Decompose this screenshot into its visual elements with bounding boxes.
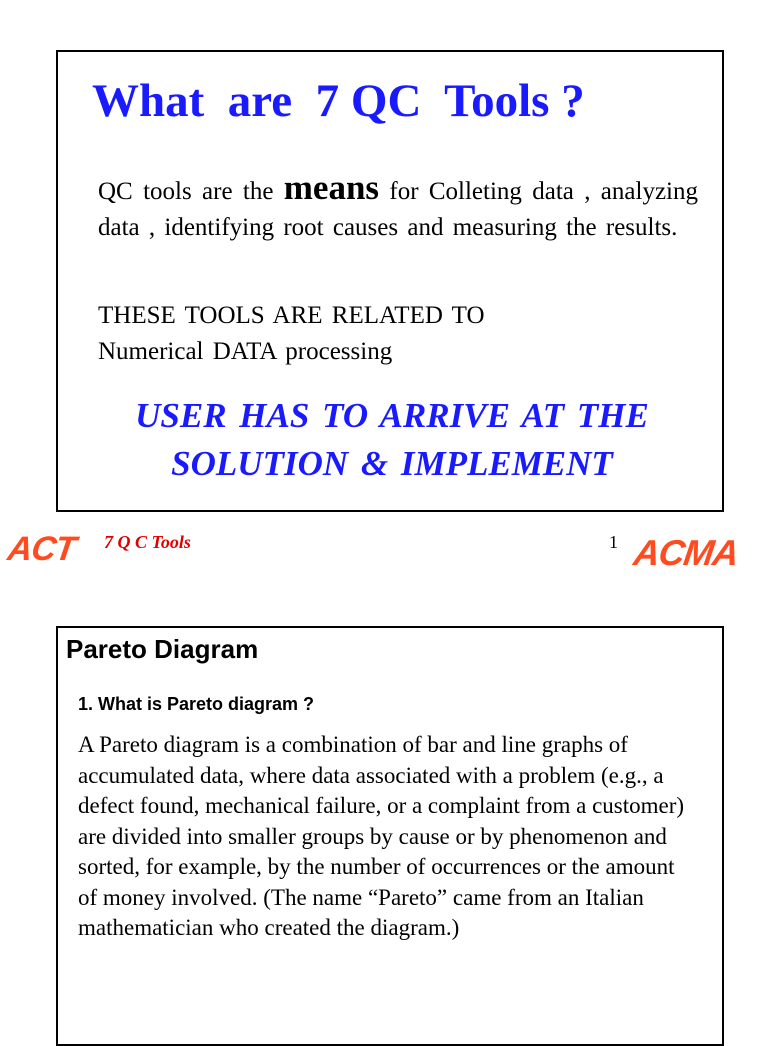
section-subheading: 1. What is Pareto diagram ? (78, 694, 315, 714)
slide-pareto-diagram (56, 626, 724, 1046)
tools-related-line-2: Numerical DATA processing (98, 338, 393, 365)
page-number: 1 (609, 532, 618, 552)
definition-text-end: for Colleting data , analyzing data , identifying root causes and measuring the results. (98, 178, 698, 241)
tools-related-line-1: THESE TOOLS ARE RELATED TO (98, 302, 485, 329)
callout-line-1: USER HAS TO ARRIVE AT THE (135, 396, 649, 435)
footer-label: 7 Q C Tools (104, 532, 191, 552)
callout-line-2: SOLUTION & IMPLEMENT (171, 444, 613, 483)
slide-title: What are 7 QC Tools ? (92, 75, 585, 127)
acma-logo: ACMA (631, 532, 741, 573)
definition-paragraph (98, 170, 698, 246)
definition-text-start: QC tools are the (98, 178, 284, 205)
body-paragraph: A Pareto diagram is a combination of bar and line graphs of accumulated data, where data associated with a problem (e.g., a defect found, mechanical failure, or a complaint from a customer) are divided into smaller groups by cause or by phenomenon and sorted, for example, by the number of occurrences or the amount of money involved. (The name “Pareto” came from an Italian mathematician who created the diagram.) (78, 732, 685, 940)
slide-footer (0, 528, 768, 573)
user-solution-callout (78, 392, 706, 488)
act-logo: ACT (5, 530, 78, 568)
emphasis-word-means: means (283, 168, 380, 207)
slide-what-are-qc-tools (56, 50, 724, 512)
tools-related-paragraph (98, 298, 698, 370)
slide-title: Pareto Diagram (66, 634, 259, 664)
